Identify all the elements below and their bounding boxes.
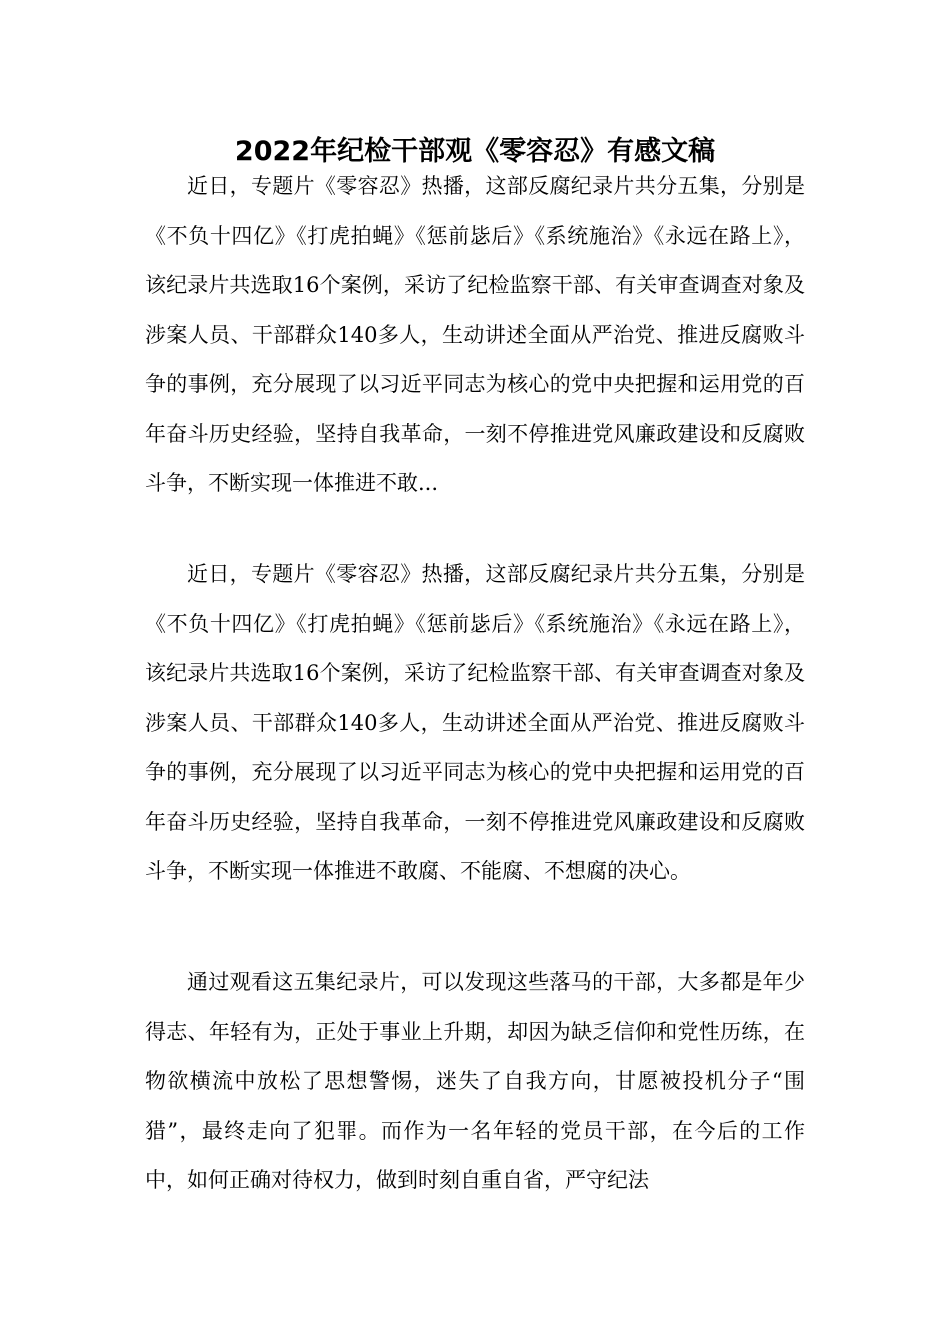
paragraph-1: 近日，专题片《零容忍》热播，这部反腐纪录片共分五集，分别是《不负十四亿》《打虎拍蝇》《惩前毖后》《系统施治》《永远在路上》，该纪录片共选取16个案例，采访了纪检监察干部、有关审查调查对象及涉案人员、干部群众140多人，生动讲述全面从严治党、推进反腐败斗争的事例，充分展现了以习近平同志为核心的党中央把握和运用党的百年奋斗历史经验，坚持自我革命，一刻不停推进党风廉政建设和反腐败斗争，不断实现一体推进不敢...	[145, 174, 805, 495]
paragraph-3: 通过观看这五集纪录片，可以发现这些落马的干部，大多都是年少得志、年轻有为，正处于事业上升期，却因为缺乏信仰和党性历练，在物欲横流中放松了思想警惕，迷失了自我方向，甘愿被投机分子“围猎”，最终走向了犯罪。而作为一名年轻的党员干部，在今后的工作中，如何正确对待权力，做到时刻自重自省，严守纪法	[145, 970, 805, 1192]
document-title: 2022年纪检干部观《零容忍》有感文稿	[234, 136, 716, 167]
paragraph-2: 近日，专题片《零容忍》热播，这部反腐纪录片共分五集，分别是《不负十四亿》《打虎拍蝇》《惩前毖后》《系统施治》《永远在路上》，该纪录片共选取16个案例，采访了纪检监察干部、有关审查调查对象及涉案人员、干部群众140多人，生动讲述全面从严治党、推进反腐败斗争的事例，充分展现了以习近平同志为核心的党中央把握和运用党的百年奋斗历史经验，坚持自我革命，一刻不停推进党风廉政建设和反腐败斗争，不断实现一体推进不敢腐、不能腐、不想腐的决心。	[145, 562, 805, 883]
